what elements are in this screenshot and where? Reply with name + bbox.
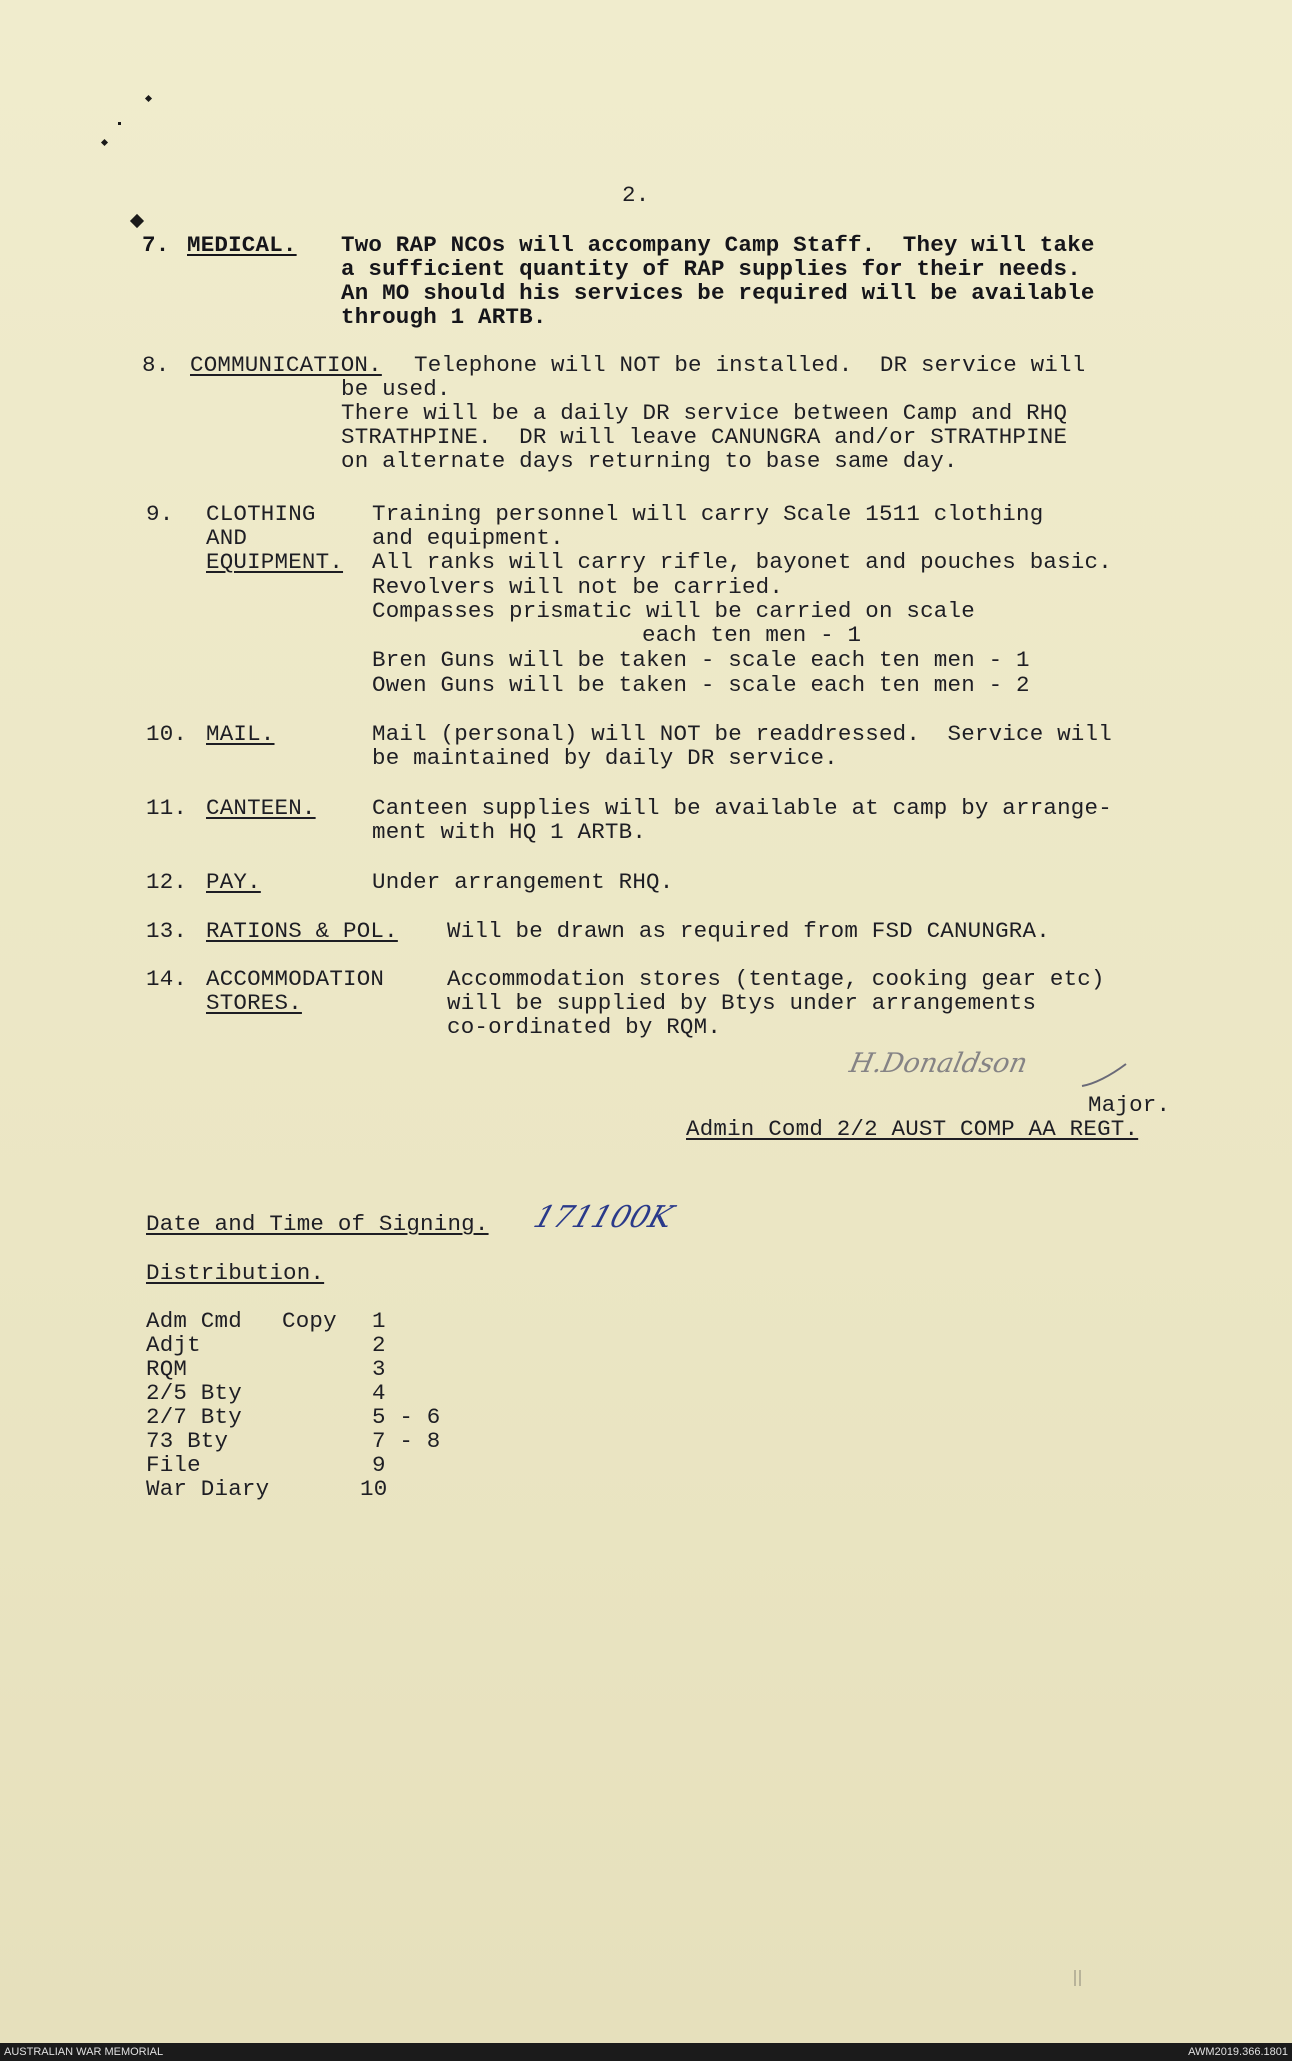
item-8-line: be used. <box>341 376 451 402</box>
item-10-line: Mail (personal) will NOT be readdressed. Service will <box>372 721 1112 747</box>
signing-label: Date and Time of Signing. <box>146 1211 489 1237</box>
signature-flourish <box>1080 1062 1130 1090</box>
item-12-line: Under arrangement RHQ. <box>372 869 674 895</box>
item-7-line: a sufficient quantity of RAP supplies for their needs. <box>341 256 1081 282</box>
distribution-copies: 2 <box>372 1332 386 1358</box>
item-9-line: Training personnel will carry Scale 1511 clothing <box>372 501 1044 527</box>
item-14-line: co-ordinated by RQM. <box>447 1014 722 1040</box>
distribution-copy-label: Copy <box>282 1308 337 1334</box>
item-10-line: be maintained by daily DR service. <box>372 745 838 771</box>
item-8-heading: COMMUNICATION. <box>190 352 382 378</box>
item-12-heading: PAY. <box>206 869 261 895</box>
distribution-recipient: 2/5 Bty <box>146 1380 242 1406</box>
item-9-heading: AND <box>206 525 248 551</box>
item-14-number: 14. <box>146 966 188 992</box>
item-9-number: 9. <box>146 501 174 527</box>
item-9-line: Revolvers will not be carried. <box>372 574 784 600</box>
item-9-line: and equipment. <box>372 525 564 551</box>
distribution-recipient: Adm Cmd <box>146 1308 242 1334</box>
distribution-copies: 5 - 6 <box>372 1404 441 1430</box>
distribution-recipient: RQM <box>146 1356 188 1382</box>
distribution-recipient: Adjt <box>146 1332 201 1358</box>
item-12-number: 12. <box>146 869 188 895</box>
item-8-line: on alternate days returning to base same day. <box>341 448 958 474</box>
item-13-heading: RATIONS & POL. <box>206 918 398 944</box>
distribution-recipient: File <box>146 1452 201 1478</box>
item-14-line: Accommodation stores (tentage, cooking gear etc) <box>447 966 1105 992</box>
item-11-line: Canteen supplies will be available at camp by arrange- <box>372 795 1112 821</box>
item-9-line: Owen Guns will be taken - scale each ten men - 2 <box>372 672 1030 698</box>
footer-institution: AUSTRALIAN WAR MEMORIAL <box>4 2046 164 2058</box>
item-8-line: There will be a daily DR service between Camp and RHQ <box>341 400 1068 426</box>
item-7-heading: MEDICAL. <box>187 232 297 258</box>
item-14-heading: STORES. <box>206 990 302 1016</box>
distribution-recipient: 2/7 Bty <box>146 1404 242 1430</box>
distribution-heading: Distribution. <box>146 1260 325 1286</box>
item-11-line: ment with HQ 1 ARTB. <box>372 819 647 845</box>
distribution-recipient: 73 Bty <box>146 1428 229 1454</box>
item-11-number: 11. <box>146 795 188 821</box>
pencil-mark <box>1079 1970 1081 1986</box>
distribution-copies: 10 <box>360 1476 388 1502</box>
pencil-mark <box>1074 1970 1076 1986</box>
item-9-line: All ranks will carry rifle, bayonet and pouches basic. <box>372 549 1112 575</box>
item-7-line: through 1 ARTB. <box>341 304 547 330</box>
item-8-number: 8. <box>142 352 170 378</box>
ink-mark <box>118 122 121 125</box>
distribution-copies: 3 <box>372 1356 386 1382</box>
ink-mark <box>130 214 144 228</box>
distribution-copies: 7 - 8 <box>372 1428 441 1454</box>
item-7-number: 7. <box>142 232 170 258</box>
item-10-number: 10. <box>146 721 188 747</box>
item-9-line: Bren Guns will be taken - scale each ten men - 1 <box>372 647 1030 673</box>
item-14-line: will be supplied by Btys under arrangements <box>447 990 1037 1016</box>
distribution-copies: 4 <box>372 1380 386 1406</box>
distribution-recipient: War Diary <box>146 1476 270 1502</box>
archive-footer <box>0 2043 1292 2061</box>
ink-mark <box>145 95 152 102</box>
footer-reference: AWM2019.366.1801 <box>1188 2046 1288 2058</box>
item-9-heading: EQUIPMENT. <box>206 549 344 575</box>
item-9-heading: CLOTHING <box>206 501 316 527</box>
item-9-line: Compasses prismatic will be carried on scale <box>372 598 975 624</box>
item-13-number: 13. <box>146 918 188 944</box>
item-8-line: Telephone will NOT be installed. DR service will <box>414 352 1086 378</box>
signing-datetime: 171100K <box>529 1200 678 1235</box>
item-8-line: STRATHPINE. DR will leave CANUNGRA and/or STRATHPINE <box>341 424 1068 450</box>
handwritten-signature: H.Donaldson <box>846 1048 1031 1079</box>
item-7-line: An MO should his services be required will be available <box>341 280 1095 306</box>
item-9-line: each ten men - 1 <box>642 622 862 648</box>
signatory-title: Admin Comd 2/2 AUST COMP AA REGT. <box>686 1116 1139 1142</box>
item-13-line: Will be drawn as required from FSD CANUNGRA. <box>447 918 1050 944</box>
page-number: 2. <box>622 182 650 208</box>
ink-mark <box>101 139 108 146</box>
distribution-copies: 1 <box>372 1308 386 1334</box>
item-14-heading: ACCOMMODATION <box>206 966 385 992</box>
item-7-line: Two RAP NCOs will accompany Camp Staff. They will take <box>341 232 1095 258</box>
item-11-heading: CANTEEN. <box>206 795 316 821</box>
signatory-rank: Major. <box>1088 1092 1171 1118</box>
item-10-heading: MAIL. <box>206 721 275 747</box>
distribution-copies: 9 <box>372 1452 386 1478</box>
